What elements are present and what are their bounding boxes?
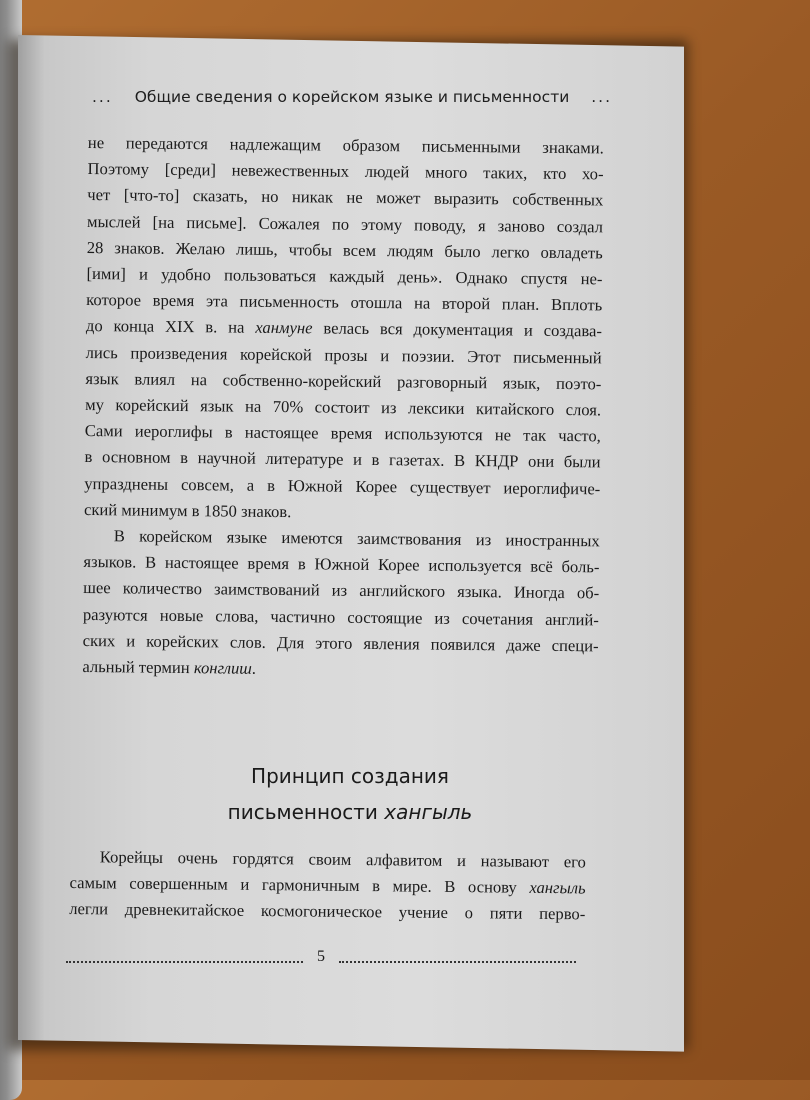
text-line: Сами иероглифы в настоящее время используются не так часто, xyxy=(84,421,601,446)
text-line-with-italic xyxy=(82,654,598,686)
text-line: которое время эта письменность отошла на второй план. Вплоть xyxy=(86,290,603,315)
body-text xyxy=(82,130,604,686)
text-line: Поэтому [среди] невежественных людей много таких, кто хо- xyxy=(87,159,604,184)
footer-dotted-rule-left xyxy=(66,951,303,963)
paragraph-1 xyxy=(84,130,604,528)
text-line: разуются новые слова, частично состоящие из сочетания англий- xyxy=(82,604,600,630)
italic-term-hanmun: ханмуне xyxy=(255,318,313,338)
page-footer xyxy=(66,948,576,966)
text-line: лись произведения корейской прозы и поэзии. Этот письменный xyxy=(85,342,602,368)
text-line: В корейском языке имеются заимствования из иностранных xyxy=(113,526,600,551)
text-line: шее количество заимствований из английского языка. Иногда об- xyxy=(83,578,600,603)
text-line: ский минимум в 1850 знаков. xyxy=(83,499,292,521)
text-line: [ими] и удобно пользоваться каждый день». Однако спустя не- xyxy=(86,264,603,289)
text-fragment: до конца XIX в. на xyxy=(85,316,245,338)
header-left-dots: ... xyxy=(92,88,113,106)
text-line: 28 знаков. Желаю лишь, чтобы всем людям было легко овладеть xyxy=(86,237,603,263)
text-line: язык влиял на собственно-корейский разговорный язык, поэто- xyxy=(85,368,602,394)
text-line: не передаются надлежащим образом письменными знаками. xyxy=(87,132,604,158)
heading-plain: письменности xyxy=(227,800,378,824)
paragraph-2 xyxy=(82,523,600,686)
text-line: му корейский язык на 70% состоит из лексики китайского слоя. xyxy=(85,395,602,420)
text-line: чет [что-то] сказать, но никак не может выразить собственных xyxy=(87,185,604,210)
text-line: Корейцы очень гордятся своим алфавитом и называют его xyxy=(99,847,586,872)
text-line: в основном в научной литературе и в газетах. В КНДР они были xyxy=(84,447,601,472)
section-heading-line-2 xyxy=(170,800,530,824)
italic-term-konglish: конглиш xyxy=(193,658,252,678)
text-line: легли древнекитайское космогоническое учение о пяти перво- xyxy=(69,899,586,924)
running-header xyxy=(92,88,612,106)
text-fragment: альный термин xyxy=(82,657,190,678)
text-fragment: велась вся документация и создава- xyxy=(323,318,603,341)
text-line: мыслей [на письме]. Сожалея по этому поводу, я заново создал xyxy=(86,211,604,237)
heading-italic-hangul: хангыль xyxy=(384,800,473,824)
text-line: ских и корейских слов. Для этого явления появился даже специ- xyxy=(82,630,599,656)
text-fragment: самым совершенным и гармоничным в мире. В основу xyxy=(69,873,517,897)
italic-term-hangul: хангыль xyxy=(529,878,586,898)
text-line: упразднены совсем, а в Южной Корее существует иероглифиче- xyxy=(84,473,601,499)
page-number: 5 xyxy=(317,948,325,965)
text-line: языков. В настоящее время в Южной Корее используется всё боль- xyxy=(83,552,600,577)
text-fragment: . xyxy=(251,658,257,678)
section-heading-line-1: Принцип создания xyxy=(251,764,449,788)
footer-dotted-rule-right xyxy=(339,951,576,963)
paragraph-3 xyxy=(69,844,586,928)
header-right-dots: ... xyxy=(591,88,612,106)
header-title: Общие сведения о корейском языке и письменности xyxy=(134,88,570,106)
